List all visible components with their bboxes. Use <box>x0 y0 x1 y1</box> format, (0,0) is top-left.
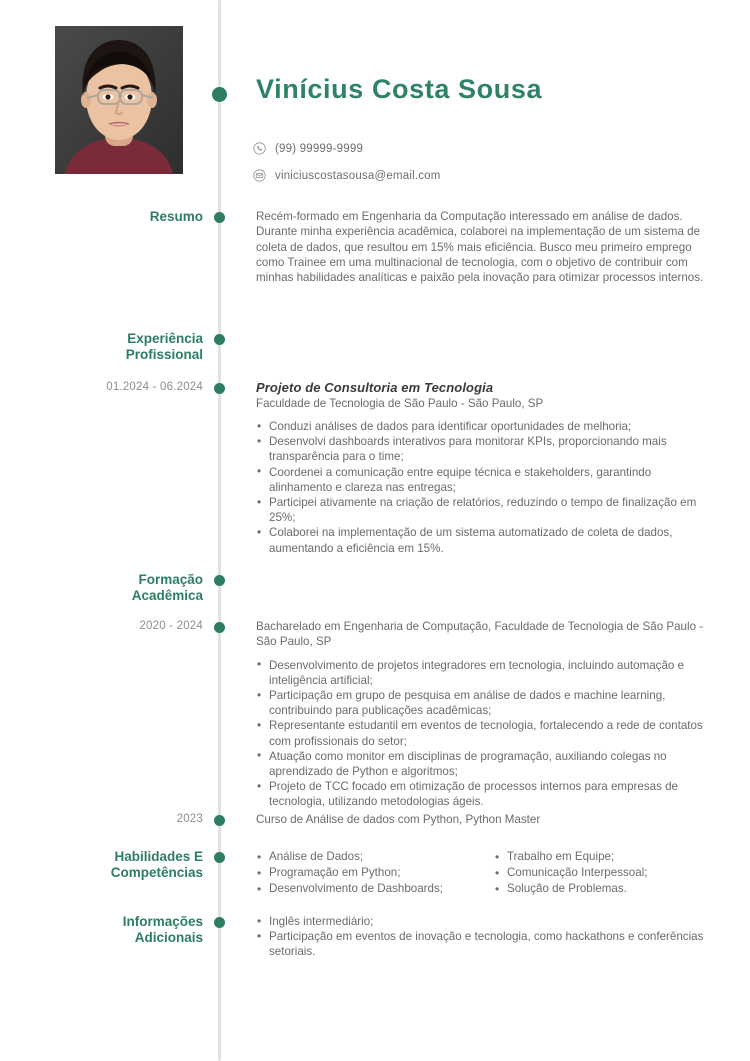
page-title: Vinícius Costa Sousa <box>256 74 543 104</box>
section-label-habilidades-line2: Competências <box>110 864 203 880</box>
timeline-dot-informacoes <box>214 917 225 928</box>
list-item: • Comunicação Interpessoal; <box>494 865 714 881</box>
contact-email[interactable] <box>253 169 441 182</box>
skills-column-right <box>494 849 714 897</box>
list-item: • Desenvolvimento de projetos integradores em tecnologia, incluindo automação e inteligência artificial; <box>256 658 714 688</box>
list-item: • Desenvolvimento de Dashboards; <box>256 881 496 897</box>
list-item: • Participei ativamente na criação de relatórios, reduzindo o tempo de finalização em 25%; <box>256 495 714 525</box>
formacao-entry-1-date: 2020 - 2024 <box>139 620 203 632</box>
section-label-formacao-line1: Formação <box>138 572 203 587</box>
email-icon <box>253 169 266 182</box>
phone-icon <box>253 142 266 155</box>
list-item: • Análise de Dados; <box>256 849 496 865</box>
section-label-formacao-line2: Acadêmica <box>131 587 203 603</box>
list-item: • Atuação como monitor em disciplinas de programação, auxiliando colegas no aprendizado de Python e algoritmos; <box>256 749 714 779</box>
profile-photo <box>55 26 183 174</box>
informacoes-bullets <box>256 914 714 960</box>
section-label-experiencia-line2: Profissional <box>125 346 203 362</box>
list-item: • Conduzi análises de dados para identificar oportunidades de melhoria; <box>256 419 714 434</box>
experiencia-entry-subtitle: Faculdade de Tecnologia de São Paulo - São Paulo, SP <box>256 397 544 410</box>
formacao-entry-2-text: Curso de Análise de dados com Python, Python Master <box>256 813 541 826</box>
section-label-experiencia-line1: Experiência <box>127 331 203 346</box>
formacao-entry-1-text: Bacharelado em Engenharia de Computação, Faculdade de Tecnologia de São Paulo - São Paulo, SP <box>256 620 704 649</box>
timeline-dot-habilidades <box>214 852 225 863</box>
timeline-dot-experiencia <box>214 334 225 345</box>
list-item: • Trabalho em Equipe; <box>494 849 714 865</box>
list-item: • Coordenei a comunicação entre equipe técnica e stakeholders, garantindo alinhamento e clareza nas entregas; <box>256 465 714 495</box>
skills-column-left <box>256 849 496 897</box>
contact-email-value: viniciuscostasousa@email.com <box>275 169 441 182</box>
timeline-dot-resumo <box>214 212 225 223</box>
list-item: • Projeto de TCC focado em otimização de processos internos para empresas de tecnologia, utilizando metodologias ágeis. <box>256 779 714 809</box>
formacao-entry-1-bullets <box>256 658 714 810</box>
list-item: • Participação em grupo de pesquisa em análise de dados e machine learning, contribuindo para publicações acadêmicas; <box>256 688 714 718</box>
section-label-informacoes-line2: Adicionais <box>134 929 203 945</box>
list-item: • Colaborei na implementação de um sistema automatizado de coleta de dados, aumentando a eficiência em 15%. <box>256 525 714 555</box>
list-item: • Inglês intermediário; <box>256 914 714 929</box>
timeline-dot-experiencia-entry <box>214 383 225 394</box>
experiencia-entry-date: 01.2024 - 06.2024 <box>106 381 203 393</box>
section-label-habilidades-line1: Habilidades E <box>114 849 203 864</box>
section-label-resumo: Resumo <box>149 209 203 224</box>
list-item: • Representante estudantil em eventos de tecnologia, fortalecendo a rede de contatos com profissionais do setor; <box>256 718 714 748</box>
list-item: • Desenvolvi dashboards interativos para monitorar KPIs, proporcionando mais transparência para o time; <box>256 434 714 464</box>
contact-phone-value: (99) 99999-9999 <box>275 142 364 155</box>
timeline-dot-name <box>212 87 227 102</box>
timeline-dot-formacao-2 <box>214 815 225 826</box>
list-item: • Programação em Python; <box>256 865 496 881</box>
experiencia-entry-title: Projeto de Consultoria em Tecnologia <box>256 380 494 395</box>
resumo-text: Recém-formado em Engenharia da Computação interessado em análise de dados. Durante minha experiência acadêmica, colaborei na implementação de um sistema de coleta de dados, que resultou em 15% mais eficiência. Busco meu primeiro emprego como Trainee em uma multinacional de tecnologia, com o objetivo de contribuir com minhas habilidades analíticas e paixão pela inovação para otimizar processos internos. <box>256 210 704 285</box>
timeline-line <box>218 0 221 1061</box>
list-item: • Solução de Problemas. <box>494 881 714 897</box>
timeline-dot-formacao <box>214 575 225 586</box>
list-item: • Participação em eventos de inovação e tecnologia, como hackathons e conferências setoriais. <box>256 929 714 959</box>
timeline-dot-formacao-1 <box>214 622 225 633</box>
experiencia-entry-bullets <box>256 419 714 556</box>
formacao-entry-2-date: 2023 <box>176 813 203 825</box>
section-label-informacoes-line1: Informações <box>122 914 203 929</box>
contact-phone[interactable] <box>253 142 363 155</box>
